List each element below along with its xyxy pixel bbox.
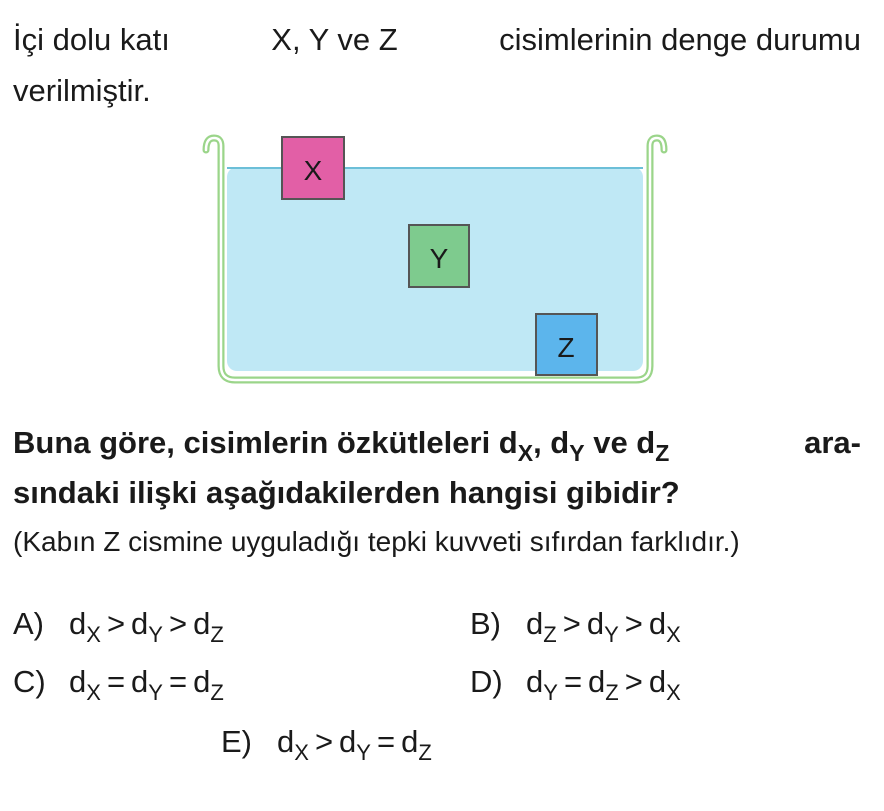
relation-symbol: = — [563, 664, 583, 699]
question-line-2: sındaki ilişki aşağıdakilerden hangisi gibidir? — [13, 475, 680, 510]
question-note: (Kabın Z cismine uyguladığı tepki kuvveti sıfırdan farklıdır.) — [13, 526, 740, 557]
question-line-1: Buna göre, cisimlerin özkütleleri $d_X$, $d_Y$ ve $d_Z$ — [13, 425, 670, 466]
relation-symbol: > — [624, 664, 643, 699]
block-z-label: Z — [557, 332, 575, 363]
density-term: $d_Z$ — [401, 724, 432, 765]
relation-symbol: > — [624, 606, 643, 641]
density-term: $d_Y$ — [586, 606, 619, 647]
density-term: $d_X$ — [648, 606, 681, 647]
option-letter: D) — [470, 664, 503, 699]
block-x — [282, 137, 344, 199]
density-term: $d_X$ — [69, 606, 101, 647]
option-a[interactable] — [13, 606, 224, 647]
option-c[interactable] — [13, 664, 224, 705]
density-term: $d_Y$ — [131, 606, 163, 647]
relation-symbol: = — [106, 664, 126, 699]
intro-text-start: İçi dolu katı — [13, 22, 170, 57]
density-term: $d_X$ — [648, 664, 681, 705]
question-intro — [13, 14, 861, 116]
relation-symbol: > — [562, 606, 581, 641]
relation-symbol: > — [314, 724, 334, 759]
density-term: $d_Y$ — [526, 664, 558, 705]
container-diagram — [200, 128, 670, 390]
density-term: $d_Y$ — [339, 724, 371, 765]
intro-objects: X, Y ve Z — [271, 22, 398, 57]
question-hyphen: ara- — [804, 425, 861, 460]
option-d[interactable] — [470, 664, 681, 705]
density-term: $d_Z$ — [588, 664, 619, 705]
option-letter: A) — [13, 606, 44, 641]
option-b[interactable] — [470, 606, 681, 647]
density-term: $d_Z$ — [193, 606, 224, 647]
block-z — [536, 314, 597, 375]
option-e[interactable] — [221, 724, 432, 765]
relation-symbol: = — [376, 724, 396, 759]
block-x-label: X — [303, 155, 323, 186]
density-term: $d_X$ — [69, 664, 101, 705]
intro-text-end: cisimlerinin denge durumu — [499, 22, 861, 57]
density-term: $d_Y$ — [131, 664, 163, 705]
question-stem — [13, 418, 861, 518]
relation-symbol: = — [168, 664, 188, 699]
density-term: $d_Z$ — [193, 664, 224, 705]
block-y — [409, 225, 469, 287]
relation-symbol: > — [106, 606, 126, 641]
intro-line-2: verilmiştir. — [13, 73, 151, 108]
option-letter: C) — [13, 664, 46, 699]
block-y-label: Y — [429, 243, 449, 274]
density-term: $d_Z$ — [526, 606, 557, 647]
option-letter: E) — [221, 724, 252, 759]
density-term: $d_X$ — [277, 724, 309, 765]
option-letter: B) — [470, 606, 501, 641]
relation-symbol: > — [168, 606, 188, 641]
